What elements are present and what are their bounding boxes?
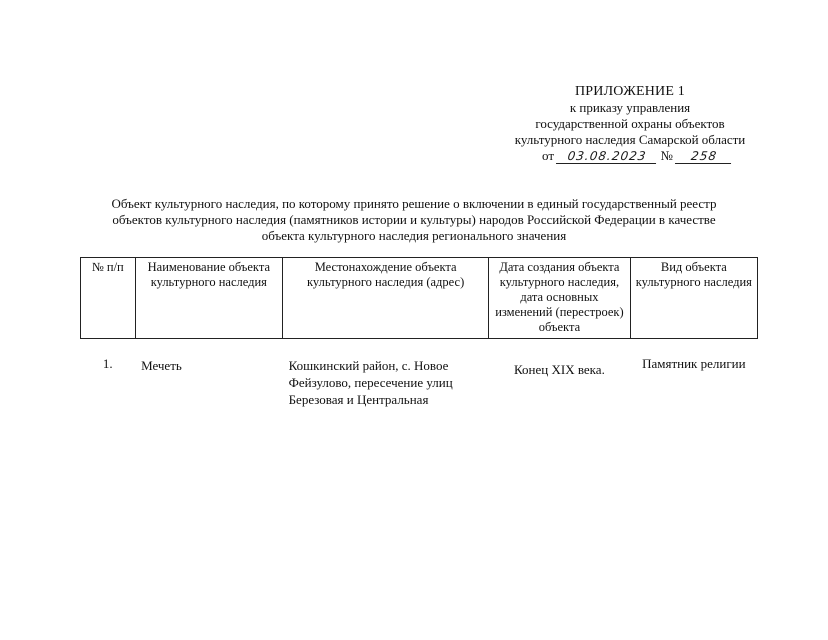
table-header-row <box>81 258 758 339</box>
appendix-header <box>500 84 760 164</box>
appendix-line-2: государственной охраны объектов <box>535 116 725 131</box>
number-prefix: № <box>660 148 673 163</box>
handwritten-date: 03.08.2023 <box>556 149 658 164</box>
header-address: Местонахождение объекта культурного наследия (адрес) <box>283 258 489 339</box>
date-prefix: от <box>542 148 555 163</box>
appendix-line-3: культурного наследия Самарской области <box>514 132 746 147</box>
header-type: Вид объекта культурного наследия <box>630 258 757 339</box>
document-title-line-2: объектов культурного наследия (памятников истории и культуры) народов Российской Федерации в качестве <box>112 212 716 227</box>
order-date-row <box>542 148 760 164</box>
row-type: Памятник религии <box>642 356 746 371</box>
document-title <box>80 196 748 244</box>
table-row <box>81 355 758 408</box>
row-date: Конец XIX века. <box>514 362 605 377</box>
row-address: Кошкинский район, с. Новое Фейзулово, пересечение улиц Березовая и Центральная <box>288 358 453 407</box>
appendix-title: ПРИЛОЖЕНИЕ 1 <box>574 84 686 99</box>
row-name: Мечеть <box>141 358 182 373</box>
table-spacer <box>81 339 758 356</box>
row-number: 1. <box>102 356 113 371</box>
appendix-line-1: к приказу управления <box>569 100 691 115</box>
header-date: Дата создания объекта культурного наследия, дата основных изменений (перестроек) объекта <box>489 258 630 339</box>
document-title-line-1: Объект культурного наследия, по которому принято решение о включении в единый государственный реестр <box>111 196 717 211</box>
document-title-line-3: объекта культурного наследия регионального значения <box>261 228 567 243</box>
handwritten-number: 258 <box>675 149 733 164</box>
header-number: № п/п <box>81 258 136 339</box>
heritage-register-table <box>80 257 758 408</box>
header-name: Наименование объекта культурного наследия <box>135 258 283 339</box>
